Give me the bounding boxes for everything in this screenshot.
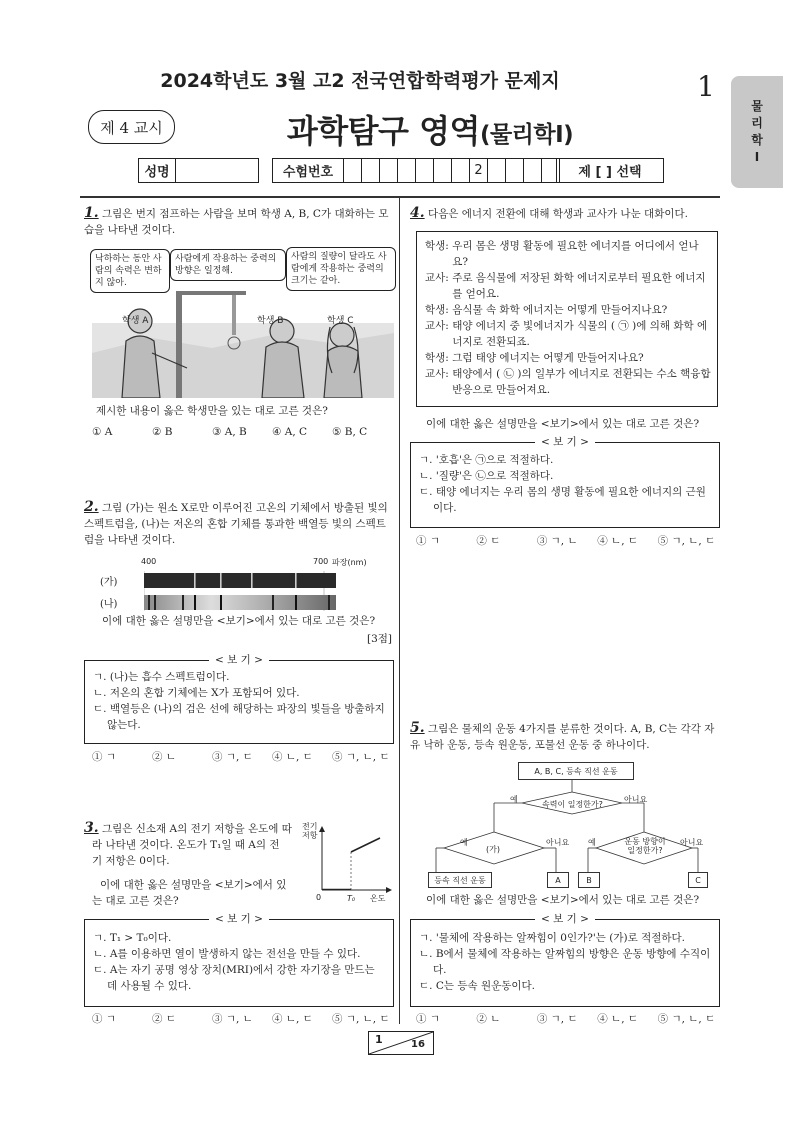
q1-stem — [84, 205, 394, 238]
label-student-c: 학생 C — [327, 316, 354, 326]
selection-label: 제 [ ] 선택 — [556, 158, 664, 183]
subject-side-tab — [731, 76, 783, 188]
q4-text: 다음은 에너지 전환에 대해 학생과 교사가 나눈 대화이다. — [427, 208, 688, 220]
q2-bogi-item: ㄱ. (나)는 흡수 스펙트럼이다. — [93, 671, 230, 683]
q4-stem — [410, 205, 720, 222]
q4-choices — [416, 533, 718, 548]
q2-bogi-title: < 보 기 > — [209, 654, 269, 666]
page-counter — [368, 1031, 434, 1055]
q4-bogi-item: ㄱ. '호흡'은 ㉠으로 적절하다. — [419, 454, 554, 466]
q1-figure — [92, 243, 394, 398]
q2-bogi-item: ㄷ. 백열등은 (나)의 검은 선에 해당하는 파장의 빛들을 방출하지 않는다. — [93, 703, 385, 731]
subject-main: 과학탐구 영역 — [286, 112, 480, 150]
side-tab-char: Ⅰ — [754, 150, 760, 164]
fc-root-box: A, B, C, 등속 직선 운동 — [518, 762, 634, 780]
spectrum-label-ga: (가) — [100, 577, 118, 588]
q4-bogi-item: ㄴ. '질량'은 ㉡으로 적절하다. — [419, 470, 554, 482]
q4-choice[interactable]: ② ㄷ — [476, 535, 501, 547]
name-field[interactable] — [176, 158, 259, 183]
side-tab-char: 물 — [751, 99, 763, 113]
exam-number-row — [272, 158, 560, 184]
fc-yes-label: 예 — [588, 838, 596, 847]
total-pages: 16 — [411, 1039, 425, 1050]
q1-choice[interactable]: ② B — [152, 426, 173, 438]
q3-choices — [92, 1011, 392, 1026]
exam-title: 2024학년도 3월 고2 전국연합학력평가 문제지 — [160, 70, 560, 92]
q2-number: 2. — [84, 499, 99, 515]
q5-choice[interactable]: ① ㄱ — [416, 1013, 440, 1025]
q2-choices — [92, 749, 392, 764]
q4-choice[interactable]: ④ ㄴ, ㄷ — [597, 535, 639, 547]
q3-text-line: 기 저항은 0이다. — [92, 855, 170, 867]
exam-digit-box[interactable] — [344, 158, 362, 183]
q1-text: 그림은 번지 점프하는 사람을 보며 학생 A, B, C가 대화하는 모습을 나타낸 것이다. — [84, 208, 389, 236]
fc-yes-label: 예 — [460, 838, 468, 847]
q5-bogi-box — [410, 913, 720, 1007]
page-number: 1 — [697, 70, 715, 103]
q2-choice[interactable]: ⑤ ㄱ, ㄴ, ㄷ — [332, 751, 390, 763]
q2-stem — [84, 499, 394, 548]
exam-digit-box[interactable] — [398, 158, 416, 183]
q4-choice[interactable]: ③ ㄱ, ㄴ — [536, 535, 578, 547]
period-label: 제 4 교시 — [100, 118, 163, 137]
q1-choice[interactable]: ③ A, B — [212, 426, 247, 438]
dialogue-line: 학생 : 그럼 태양 에너지는 어떻게 만들어지나요? — [425, 352, 644, 364]
fc-yes-label: 예 — [510, 795, 518, 804]
dialogue-line: 학생 : 음식물 속 화학 에너지는 어떻게 만들어지나요? — [425, 304, 668, 316]
top-rule — [80, 196, 720, 198]
q2-spectrum-figure — [100, 555, 380, 617]
graph-xlabel: 온도 — [370, 894, 386, 903]
exam-digit-box[interactable] — [488, 158, 506, 183]
q5-number: 5. — [410, 720, 425, 736]
q1-number: 1. — [84, 205, 99, 221]
q3-text-line: 그림은 신소재 A의 전기 저항을 온도에 따 — [101, 823, 292, 835]
exam-digit-box[interactable] — [416, 158, 434, 183]
bubble-student-a: 낙하하는 동안 사람의 속력은 변하지 않아. — [90, 249, 170, 293]
q3-number: 3. — [84, 820, 99, 836]
q1-choice[interactable]: ⑤ B, C — [332, 426, 368, 438]
exam-number-label: 수험번호 — [272, 158, 344, 183]
spectrum-label-na: (나) — [100, 599, 118, 610]
q2-bogi-item: ㄴ. 저온의 혼합 기체에는 X가 포함되어 있다. — [93, 687, 300, 699]
q3-choice[interactable]: ⑤ ㄱ, ㄴ, ㄷ — [332, 1013, 390, 1025]
q2-question: 이에 대한 옳은 설명만을 <보기>에서 있는 대로 고른 것은? — [102, 615, 376, 627]
q3-bogi-item: ㄴ. A를 이용하면 열이 발생하지 않는 전선을 만들 수 있다. — [93, 948, 361, 960]
q1-choice[interactable]: ④ A, C — [272, 426, 308, 438]
q5-flowchart — [426, 760, 706, 888]
q3-bogi-item: ㄱ. T₁ > T₀이다. — [93, 932, 172, 944]
subject-title — [200, 106, 660, 152]
q5-text: 그림은 물체의 운동 4가지를 분류한 것이다. A, B, C는 각각 자유 낙하 운동, 등속 원운동, 포물선 운동 중 하나이다. — [410, 723, 715, 751]
dialogue-line: 교사 : 태양에서 ( ㉡ )의 일부가 에너지로 전환되는 수소 핵융합 반응으로 만들어져요. — [425, 368, 711, 396]
q4-choice[interactable]: ⑤ ㄱ, ㄴ, ㄷ — [657, 535, 716, 547]
q5-choice[interactable]: ⑤ ㄱ, ㄴ, ㄷ — [657, 1013, 716, 1025]
q1-choices — [92, 426, 392, 438]
q5-choices — [416, 1011, 718, 1026]
q4-dialogue-box — [416, 231, 718, 407]
side-tab-char: 학 — [751, 133, 763, 147]
q4-bogi-box — [410, 436, 720, 528]
q2-points: [3점] — [366, 633, 392, 645]
selection-row — [556, 158, 664, 184]
exam-digit-box[interactable] — [524, 158, 542, 183]
q3-graph — [300, 820, 396, 910]
name-row — [138, 158, 259, 184]
q4-choice[interactable]: ① ㄱ — [416, 535, 440, 547]
fc-question-direction: 운동 방향이 일정한가? — [624, 837, 666, 855]
spectrum-tick-400: 400 — [141, 557, 157, 566]
spectrum-tick-700: 700 — [313, 557, 329, 566]
q3-choice[interactable]: ① ㄱ — [92, 1013, 116, 1025]
q4-number: 4. — [410, 205, 425, 221]
current-page: 1 — [375, 1033, 383, 1046]
period-badge — [88, 110, 175, 144]
q2-choice[interactable]: ② ㄴ — [152, 751, 176, 763]
q5-choice[interactable]: ② ㄴ — [476, 1013, 501, 1025]
q3-choice[interactable]: ④ ㄴ, ㄷ — [272, 1013, 313, 1025]
fc-leaf-uniform: 등속 직선 운동 — [428, 872, 492, 888]
q2-choice[interactable]: ③ ㄱ, ㄷ — [212, 751, 253, 763]
bubble-student-b: 사람에게 작용하는 중력의 방향은 일정해. — [170, 249, 286, 281]
q3-bogi-box — [84, 913, 394, 1007]
q5-bogi-item: ㄴ. B에서 물체에 작용하는 알짜힘의 방향은 운동 방향에 수직이다. — [419, 948, 711, 976]
name-label: 성명 — [138, 158, 176, 183]
fc-leaf-a: A — [547, 872, 569, 888]
exam-digit-fixed: 2 — [470, 158, 488, 183]
spectrum-bars — [144, 571, 336, 615]
q5-stem — [410, 720, 720, 753]
q5-bogi-title: < 보 기 > — [535, 913, 595, 925]
fc-no-label: 아니요 — [624, 795, 648, 804]
fc-question-speed: 속력이 일정한가? — [542, 800, 603, 809]
side-tab-char: 리 — [751, 116, 763, 130]
q5-choice[interactable]: ③ ㄱ, ㄷ — [536, 1013, 578, 1025]
q3-stem — [84, 820, 309, 869]
q3-question-line: 는 대로 고른 것은? — [92, 895, 179, 907]
q5-bogi-item: ㄷ. C는 등속 원운동이다. — [419, 980, 536, 992]
dialogue-line: 교사 : 주로 음식물에 저장된 화학 에너지로부터 필요한 에너지를 얻어요. — [425, 272, 706, 300]
q2-text: 그림 (가)는 원소 X로만 이루어진 고온의 기체에서 방출된 빛의 스펙트럼을, (나)는 저온의 혼합 기체를 통과한 백열등 빛의 스펙트럼을 나타낸 것이다. — [84, 502, 388, 546]
q5-choice[interactable]: ④ ㄴ, ㄷ — [597, 1013, 639, 1025]
fc-leaf-c: C — [688, 872, 708, 888]
fc-leaf-b: B — [578, 872, 600, 888]
q3-bogi-item: ㄷ. A는 자기 공명 영상 장치(MRI)에서 강한 자기장을 만드는 데 사용될 수 있다. — [93, 964, 375, 992]
q3-choice[interactable]: ② ㄷ — [152, 1013, 176, 1025]
fc-ga-label: (가) — [486, 845, 500, 854]
exam-digit-box[interactable] — [380, 158, 398, 183]
bubble-student-c: 사람의 질량이 달라도 사람에게 작용하는 중력의 크기는 같아. — [286, 247, 396, 291]
q4-bogi-item: ㄷ. 태양 에너지는 우리 몸의 생명 활동에 필요한 에너지의 근원이다. — [419, 486, 706, 514]
label-student-a: 학생 A — [122, 316, 149, 326]
q4-bogi-title: < 보 기 > — [535, 436, 595, 448]
exam-digit-box[interactable] — [434, 158, 452, 183]
label-student-b: 학생 B — [257, 316, 284, 326]
dialogue-line: 교사 : 태양 에너지 중 빛에너지가 식물의 ( ㉠ )에 의해 화학 에너지로 전환되죠. — [425, 320, 708, 348]
graph-t0-label: T₀ — [347, 894, 356, 903]
exam-digit-box[interactable] — [362, 158, 380, 183]
fc-no-label: 아니요 — [680, 838, 704, 847]
q5-bogi-item: ㄱ. '물체에 작용하는 알짜힘이 0인가?'는 (가)로 적절하다. — [419, 932, 685, 944]
q3-question-line: 이에 대한 옳은 설명만을 <보기>에서 있 — [100, 879, 287, 891]
q2-bogi-box — [84, 654, 394, 744]
q3-choice[interactable]: ③ ㄱ, ㄴ — [212, 1013, 253, 1025]
exam-digit-box[interactable] — [506, 158, 524, 183]
column-divider — [399, 198, 400, 1024]
spectrum-axis-unit: 파장(nm) — [332, 558, 367, 567]
q2-choice[interactable]: ① ㄱ — [92, 751, 116, 763]
graph-ylabel: 전기 저항 — [302, 822, 318, 840]
q4-question: 이에 대한 옳은 설명만을 <보기>에서 있는 대로 고른 것은? — [426, 418, 700, 430]
q5-question: 이에 대한 옳은 설명만을 <보기>에서 있는 대로 고른 것은? — [426, 894, 700, 906]
q3-bogi-title: < 보 기 > — [209, 913, 269, 925]
q3-question — [92, 877, 314, 909]
q2-choice[interactable]: ④ ㄴ, ㄷ — [272, 751, 313, 763]
dialogue-line: 학생 : 우리 몸은 생명 활동에 필요한 에너지를 어디에서 얻나요? — [425, 240, 699, 268]
subject-sub: (물리학Ⅰ) — [479, 122, 574, 148]
exam-digit-box[interactable] — [452, 158, 470, 183]
fc-no-label: 아니요 — [546, 838, 570, 847]
q1-choice[interactable]: ① A — [92, 426, 113, 438]
q3-text-line: 라 나타낸 것이다. 온도가 T₁일 때 A의 전 — [92, 839, 280, 851]
q1-question: 제시한 내용이 옳은 학생만을 있는 대로 고른 것은? — [96, 405, 328, 417]
graph-origin: 0 — [316, 893, 322, 902]
